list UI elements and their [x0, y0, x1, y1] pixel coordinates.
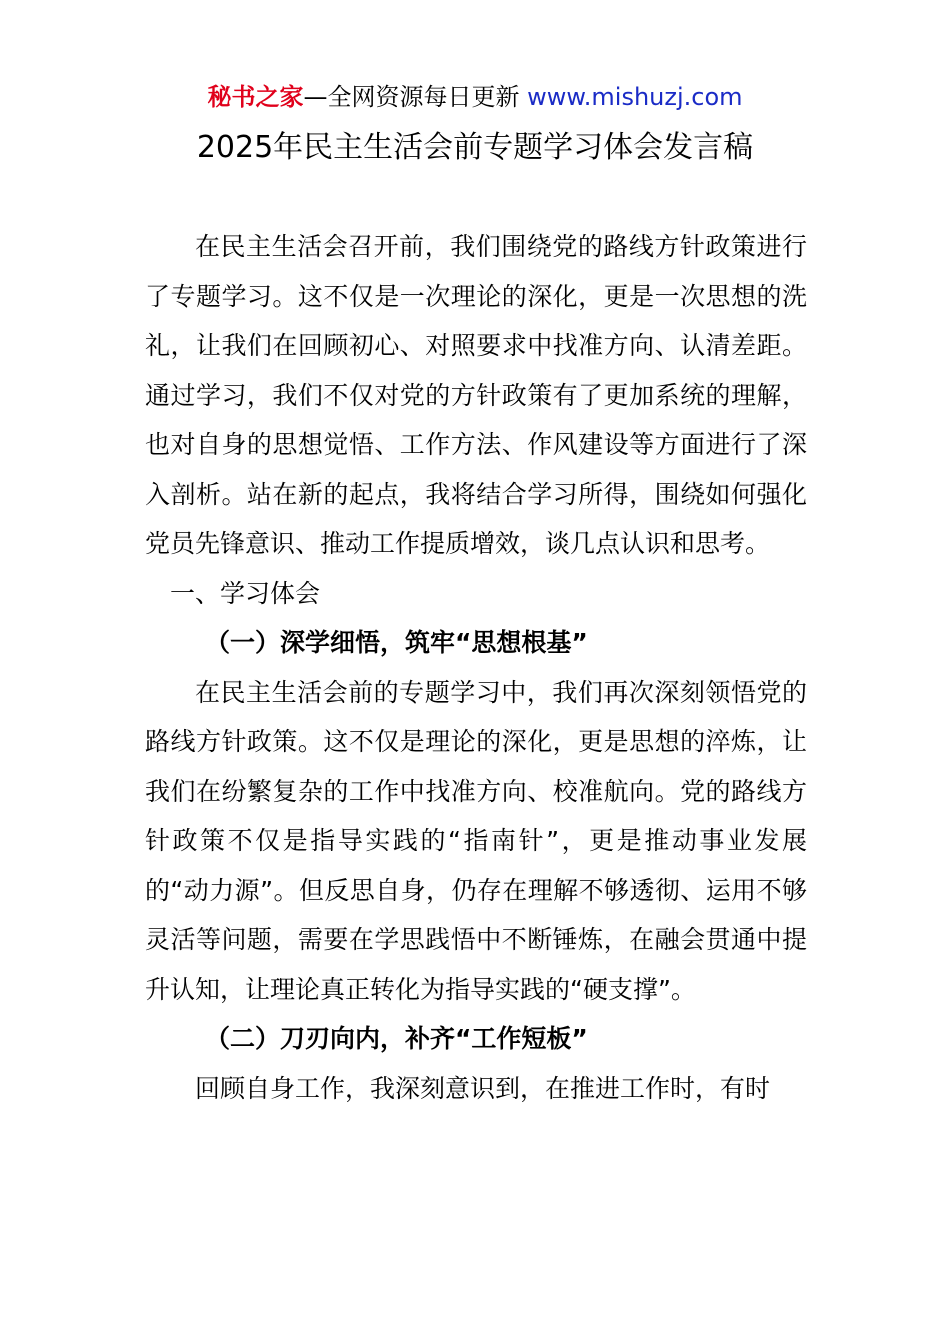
subsection-heading-1: （一）深学细悟，筑牢“思想根基”: [205, 628, 588, 657]
document-body: [145, 222, 807, 1113]
subsection-heading-2: （二）刀刃向内，补齐“工作短板”: [205, 1024, 588, 1053]
document-title: 2025年民主生活会前专题学习体会发言稿: [196, 130, 754, 165]
header-slogan: —全网资源每日更新: [303, 83, 528, 111]
site-url-link[interactable]: www.mishuzj.com: [527, 83, 743, 111]
subsection-paragraph-2: 回顾自身工作，我深刻意识到，在推进工作时，有时: [195, 1073, 771, 1103]
site-header: [0, 80, 950, 114]
brand-name: 秘书之家: [207, 83, 304, 111]
intro-paragraph: 在民主生活会召开前，我们围绕党的路线方针政策进行了专题学习。这不仅是一次理论的深化，更是一次思想的洗礼，让我们在回顾初心、对照要求中找准方向、认清差距。通过学习，我们不仅对党的方针政策有了更加系统的理解，也对自身的思想觉悟、工作方法、作风建设等方面进行了深入剖析。站在新的起点，我将结合学习所得，围绕如何强化党员先锋意识、推动工作提质增效，谈几点认识和思考。: [145, 232, 807, 558]
subsection-paragraph-1: 在民主生活会前的专题学习中，我们再次深刻领悟党的路线方针政策。这不仅是理论的深化，更是思想的淬炼，让我们在纷繁复杂的工作中找准方向、校准航向。党的路线方针政策不仅是指导实践的“指南针”，更是推动事业发展的“动力源”。但反思自身，仍存在理解不够透彻、运用不够灵活等问题，需要在学思践悟中不断锤炼，在融会贯通中提升认知，让理论真正转化为指导实践的“硬支撑”。: [145, 677, 807, 1004]
section-heading: 一、学习体会: [170, 578, 321, 608]
